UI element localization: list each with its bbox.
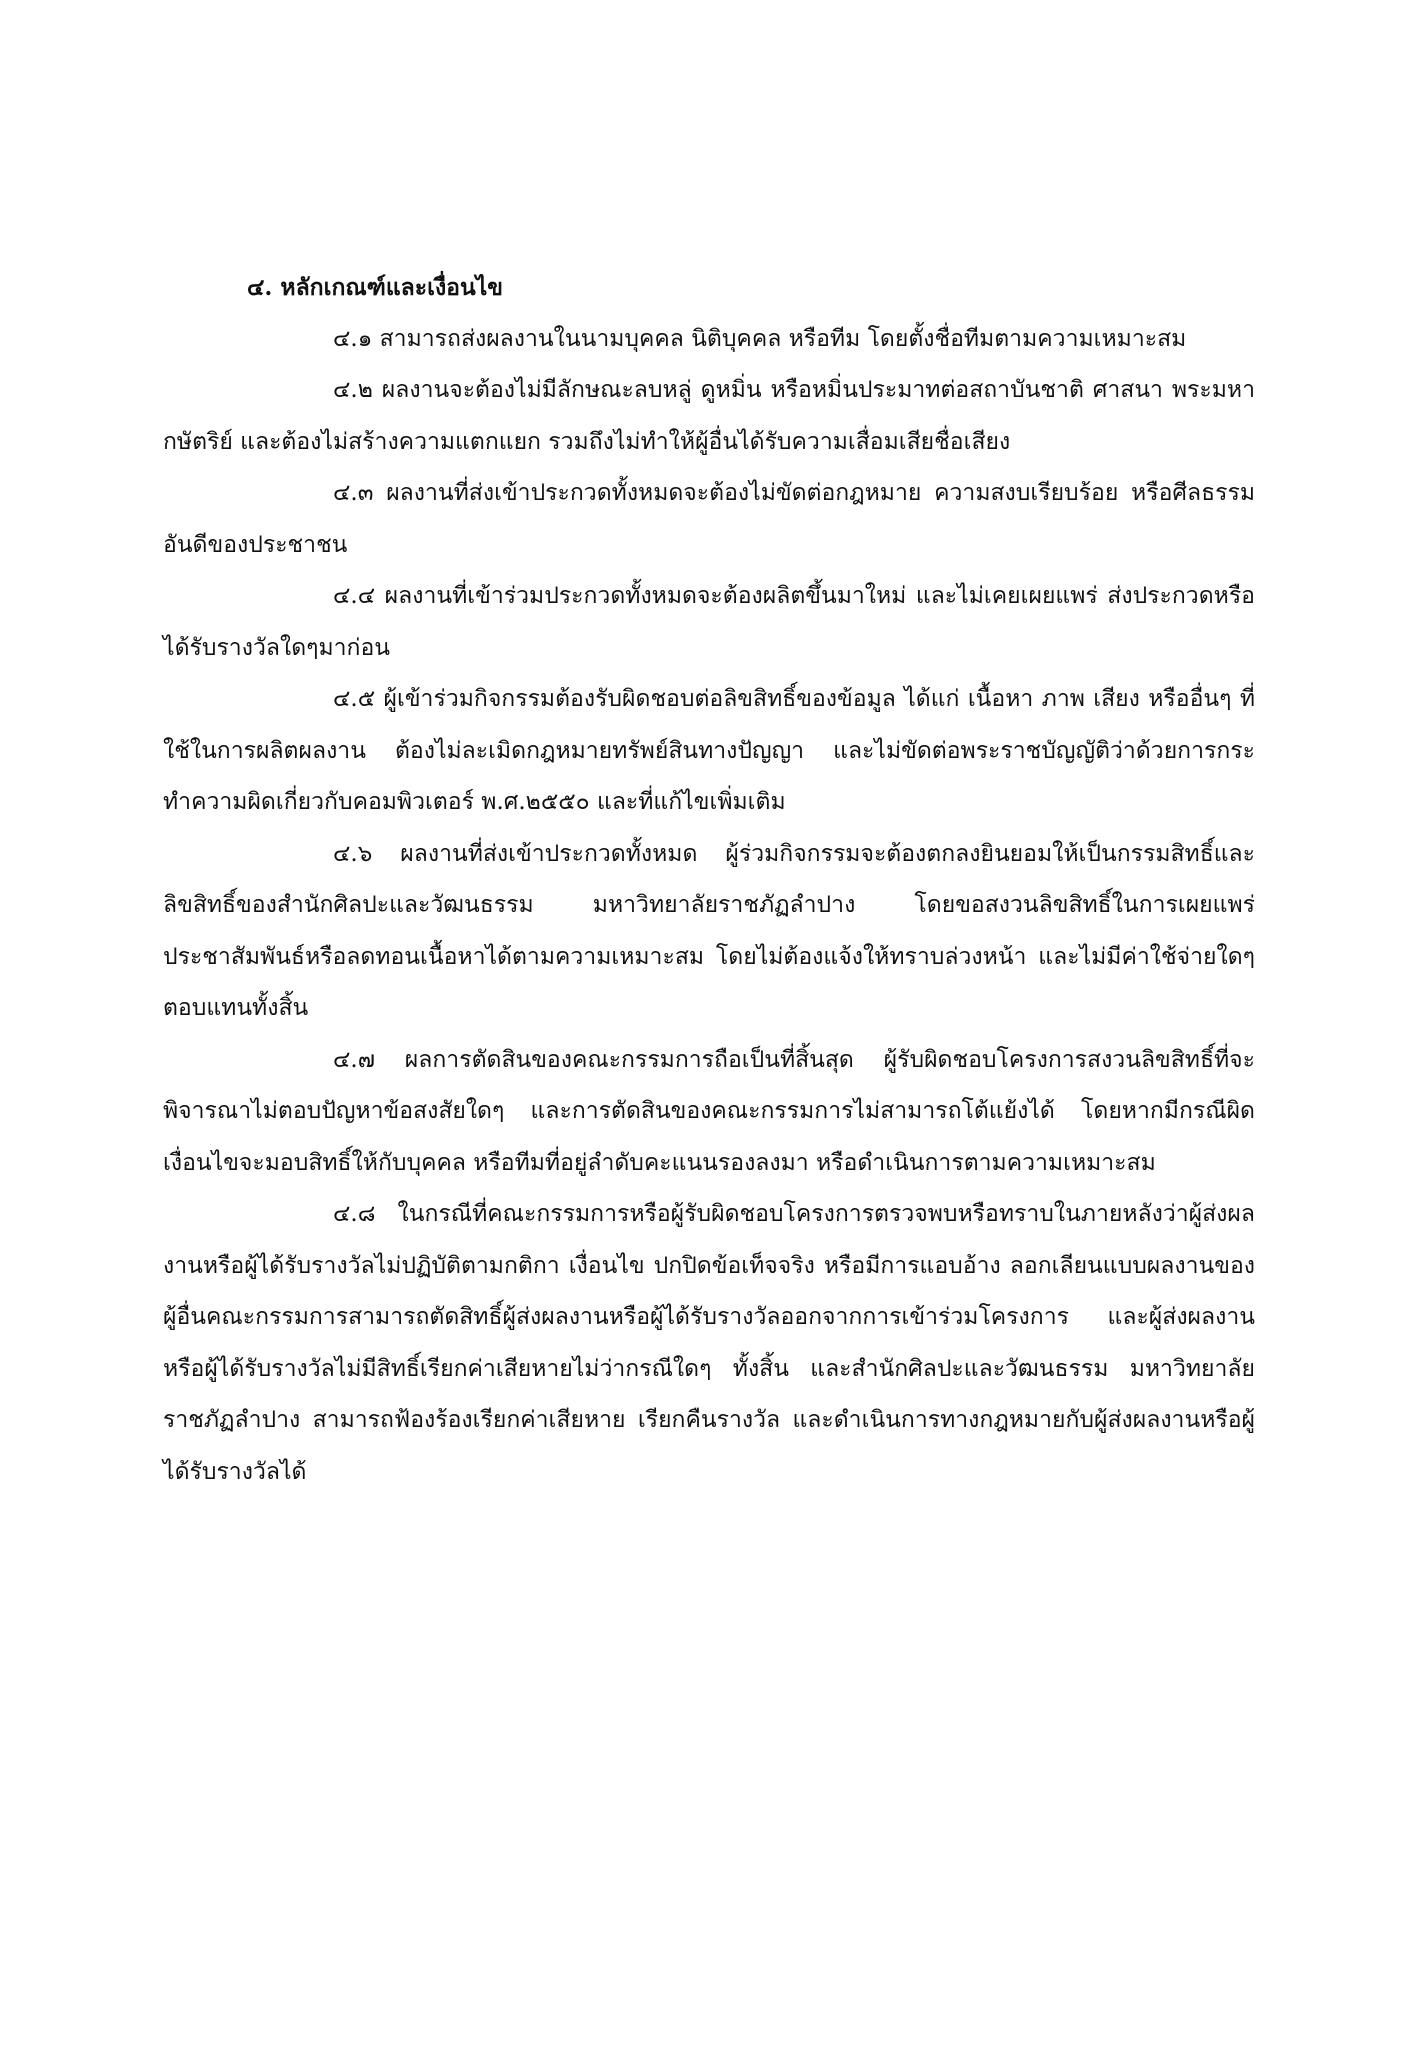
clause-4-8: ๔.๘ ในกรณีที่คณะกรรมการหรือผู้รับผิดชอบโครงการตรวจพบหรือทราบในภายหลังว่าผู้ส่งผลงานหรือผู้ได้รับรางวัลไม่ปฏิบัติตามกติกา เงื่อนไข ปกปิดข้อเท็จจริง หรือมีการแอบอ้าง ลอกเลียนแบบผลงานของผู้อื่นคณะกรรมการสามารถตัดสิทธิ์ผู้ส่งผลงานหรือผู้ได้รับรางวัลออกจากการเข้าร่วมโครงการ และผู้ส่งผลงานหรือผู้ได้รับรางวัลไม่มีสิทธิ์เรียกค่าเสียหายไม่ว่ากรณีใดๆ ทั้งสิ้น และสำนักศิลปะและวัฒนธรรม มหาวิทยาลัยราชภัฏลำปาง สามารถฟ้องร้องเรียกค่าเสียหาย เรียกคืนรางวัล และดำเนินการทางกฎหมายกับผู้ส่งผลงานหรือผู้ได้รับรางวัลได้	[163, 1201, 1255, 1485]
clause-4-1: ๔.๑ สามารถส่งผลงานในนามบุคคล นิติบุคคล หรือทีม โดยตั้งชื่อทีมตามความเหมาะสม	[333, 325, 1187, 352]
clause-4-3: ๔.๓ ผลงานที่ส่งเข้าประกวดทั้งหมดจะต้องไม่ขัดต่อกฎหมาย ความสงบเรียบร้อย หรือศีลธรรมอันดีของประชาชน	[163, 480, 1255, 558]
clause-4-6: ๔.๖ ผลงานที่ส่งเข้าประกวดทั้งหมด ผู้ร่วมกิจกรรมจะต้องตกลงยินยอมให้เป็นกรรมสิทธิ์และลิขสิทธิ์ของสำนักศิลปะและวัฒนธรรม มหาวิทยาลัยราชภัฏลำปาง โดยขอสงวนลิขสิทธิ์ในการเผยแพร่ประชาสัมพันธ์หรือลดทอนเนื้อหาได้ตามความเหมาะสม โดยไม่ต้องแจ้งให้ทราบล่วงหน้า และไม่มีค่าใช้จ่ายใดๆตอบแทนทั้งสิ้น	[163, 840, 1255, 1021]
section-heading: ๔. หลักเกณฑ์และเงื่อนไข	[247, 274, 504, 301]
clause-4-5: ๔.๕ ผู้เข้าร่วมกิจกรรมต้องรับผิดชอบต่อลิขสิทธิ์ของข้อมูล ได้แก่ เนื้อหา ภาพ เสียง หรืออื่นๆ ที่ใช้ในการผลิตผลงาน ต้องไม่ละเมิดกฎหมายทรัพย์สินทางปัญญา และไม่ขัดต่อพระราชบัญญัติว่าด้วยการกระทำความผิดเกี่ยวกับคอมพิวเตอร์ พ.ศ.๒๕๕๐ และที่แก้ไขเพิ่มเติม	[163, 686, 1255, 815]
clause-4-4: ๔.๔ ผลงานที่เข้าร่วมประกวดทั้งหมดจะต้องผลิตขึ้นมาใหม่ และไม่เคยเผยแพร่ ส่งประกวดหรือได้รับรางวัลใดๆมาก่อน	[163, 583, 1255, 661]
document-body	[163, 262, 1255, 1498]
clause-4-7: ๔.๗ ผลการตัดสินของคณะกรรมการถือเป็นที่สิ้นสุด ผู้รับผิดชอบโครงการสงวนลิขสิทธิ์ที่จะพิจารณาไม่ตอบปัญหาข้อสงสัยใดๆ และการตัดสินของคณะกรรมการไม่สามารถโต้แย้งได้ โดยหากมีกรณีผิดเงื่อนไขจะมอบสิทธิ์ให้กับบุคคล หรือทีมที่อยู่ลำดับคะแนนรองลงมา หรือดำเนินการตามความเหมาะสม	[163, 1046, 1255, 1176]
clause-4-2: ๔.๒ ผลงานจะต้องไม่มีลักษณะลบหลู่ ดูหมิ่น หรือหมิ่นประมาทต่อสถาบันชาติ ศาสนา พระมหากษัตริย์ และต้องไม่สร้างความแตกแยก รวมถึงไม่ทำให้ผู้อื่นได้รับความเสื่อมเสียชื่อเสียง	[163, 377, 1255, 455]
